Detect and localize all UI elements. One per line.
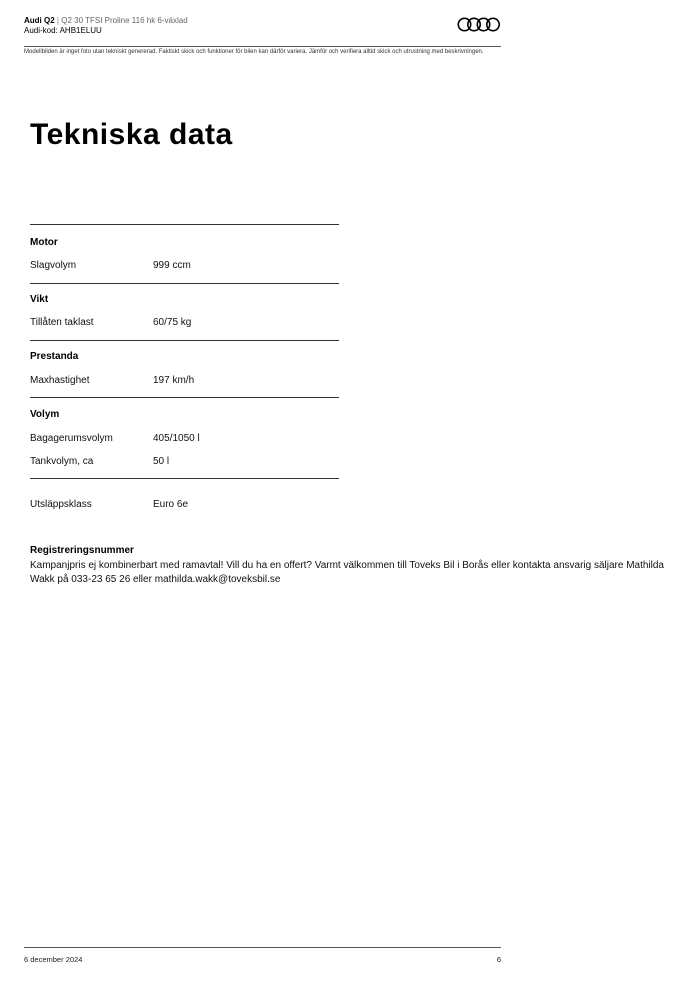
header-model: Audi Q2 — [24, 16, 55, 25]
spec-label: Bagagerumsvolym — [30, 433, 113, 444]
section-heading-motor: Motor — [30, 237, 58, 248]
disclaimer-text: Modellbilden är inget foto utan tekniskt genererad. Faktiskt skick och funktioner för bilen kan därför variera. Jämför och verifiera alltid skick och utrustning med beskrivningen. — [24, 49, 484, 55]
registration-heading: Registreringsnummer — [30, 545, 134, 556]
spec-label: Tillåten taklast — [30, 317, 94, 328]
spec-value: 999 ccm — [153, 260, 191, 271]
section-heading-prestanda: Prestanda — [30, 351, 79, 362]
spec-row-utslappsklass — [30, 499, 188, 510]
spec-value: 60/75 kg — [153, 317, 192, 328]
spec-row-bagagerumsvolym — [30, 433, 200, 444]
header-variant: Q2 30 TFSI Proline 116 hk 6-växlad — [61, 16, 188, 25]
spec-label: Utsläppsklass — [30, 499, 92, 510]
page-number: 6 — [496, 955, 501, 964]
footer-divider — [24, 947, 501, 948]
spec-row-maxhastighet — [30, 375, 194, 386]
footer-date: 6 december 2024 — [24, 955, 83, 964]
spec-row-taklast — [30, 317, 191, 328]
spec-label: Maxhastighet — [30, 375, 90, 386]
spec-value: 50 l — [153, 456, 170, 467]
page-title: Tekniska data — [30, 118, 233, 151]
header-divider — [24, 46, 501, 47]
header-model-line — [24, 16, 501, 26]
spec-row-tankvolym — [30, 456, 169, 467]
header-audi-code: Audi-kod: AHB1ELUU — [24, 26, 102, 35]
section-divider — [30, 397, 339, 398]
spec-row-slagvolym — [30, 260, 191, 271]
spec-value: Euro 6e — [153, 499, 189, 510]
section-divider — [30, 478, 339, 479]
section-heading-volym: Volym — [30, 409, 60, 420]
header-separator: | — [56, 16, 59, 25]
audi-rings-logo-icon — [457, 17, 501, 32]
section-divider — [30, 224, 339, 225]
section-divider — [30, 340, 339, 341]
spec-value: 197 km/h — [153, 375, 195, 386]
spec-label: Slagvolym — [30, 260, 77, 271]
spec-value: 405/1050 l — [153, 433, 200, 444]
page-header — [24, 16, 501, 36]
section-heading-vikt: Vikt — [30, 294, 49, 305]
spec-label: Tankvolym, ca — [30, 456, 94, 467]
section-divider — [30, 283, 339, 284]
registration-text: Kampanjpris ej kombinerbart med ramavtal! Vill du ha en offert? Varmt välkommen till Toveks Bil i Borås eller kontakta ansvarig säljare Mathilda Wakk på 033-23 65 26 eller mathilda.wakk@toveksbil.se — [30, 560, 664, 585]
